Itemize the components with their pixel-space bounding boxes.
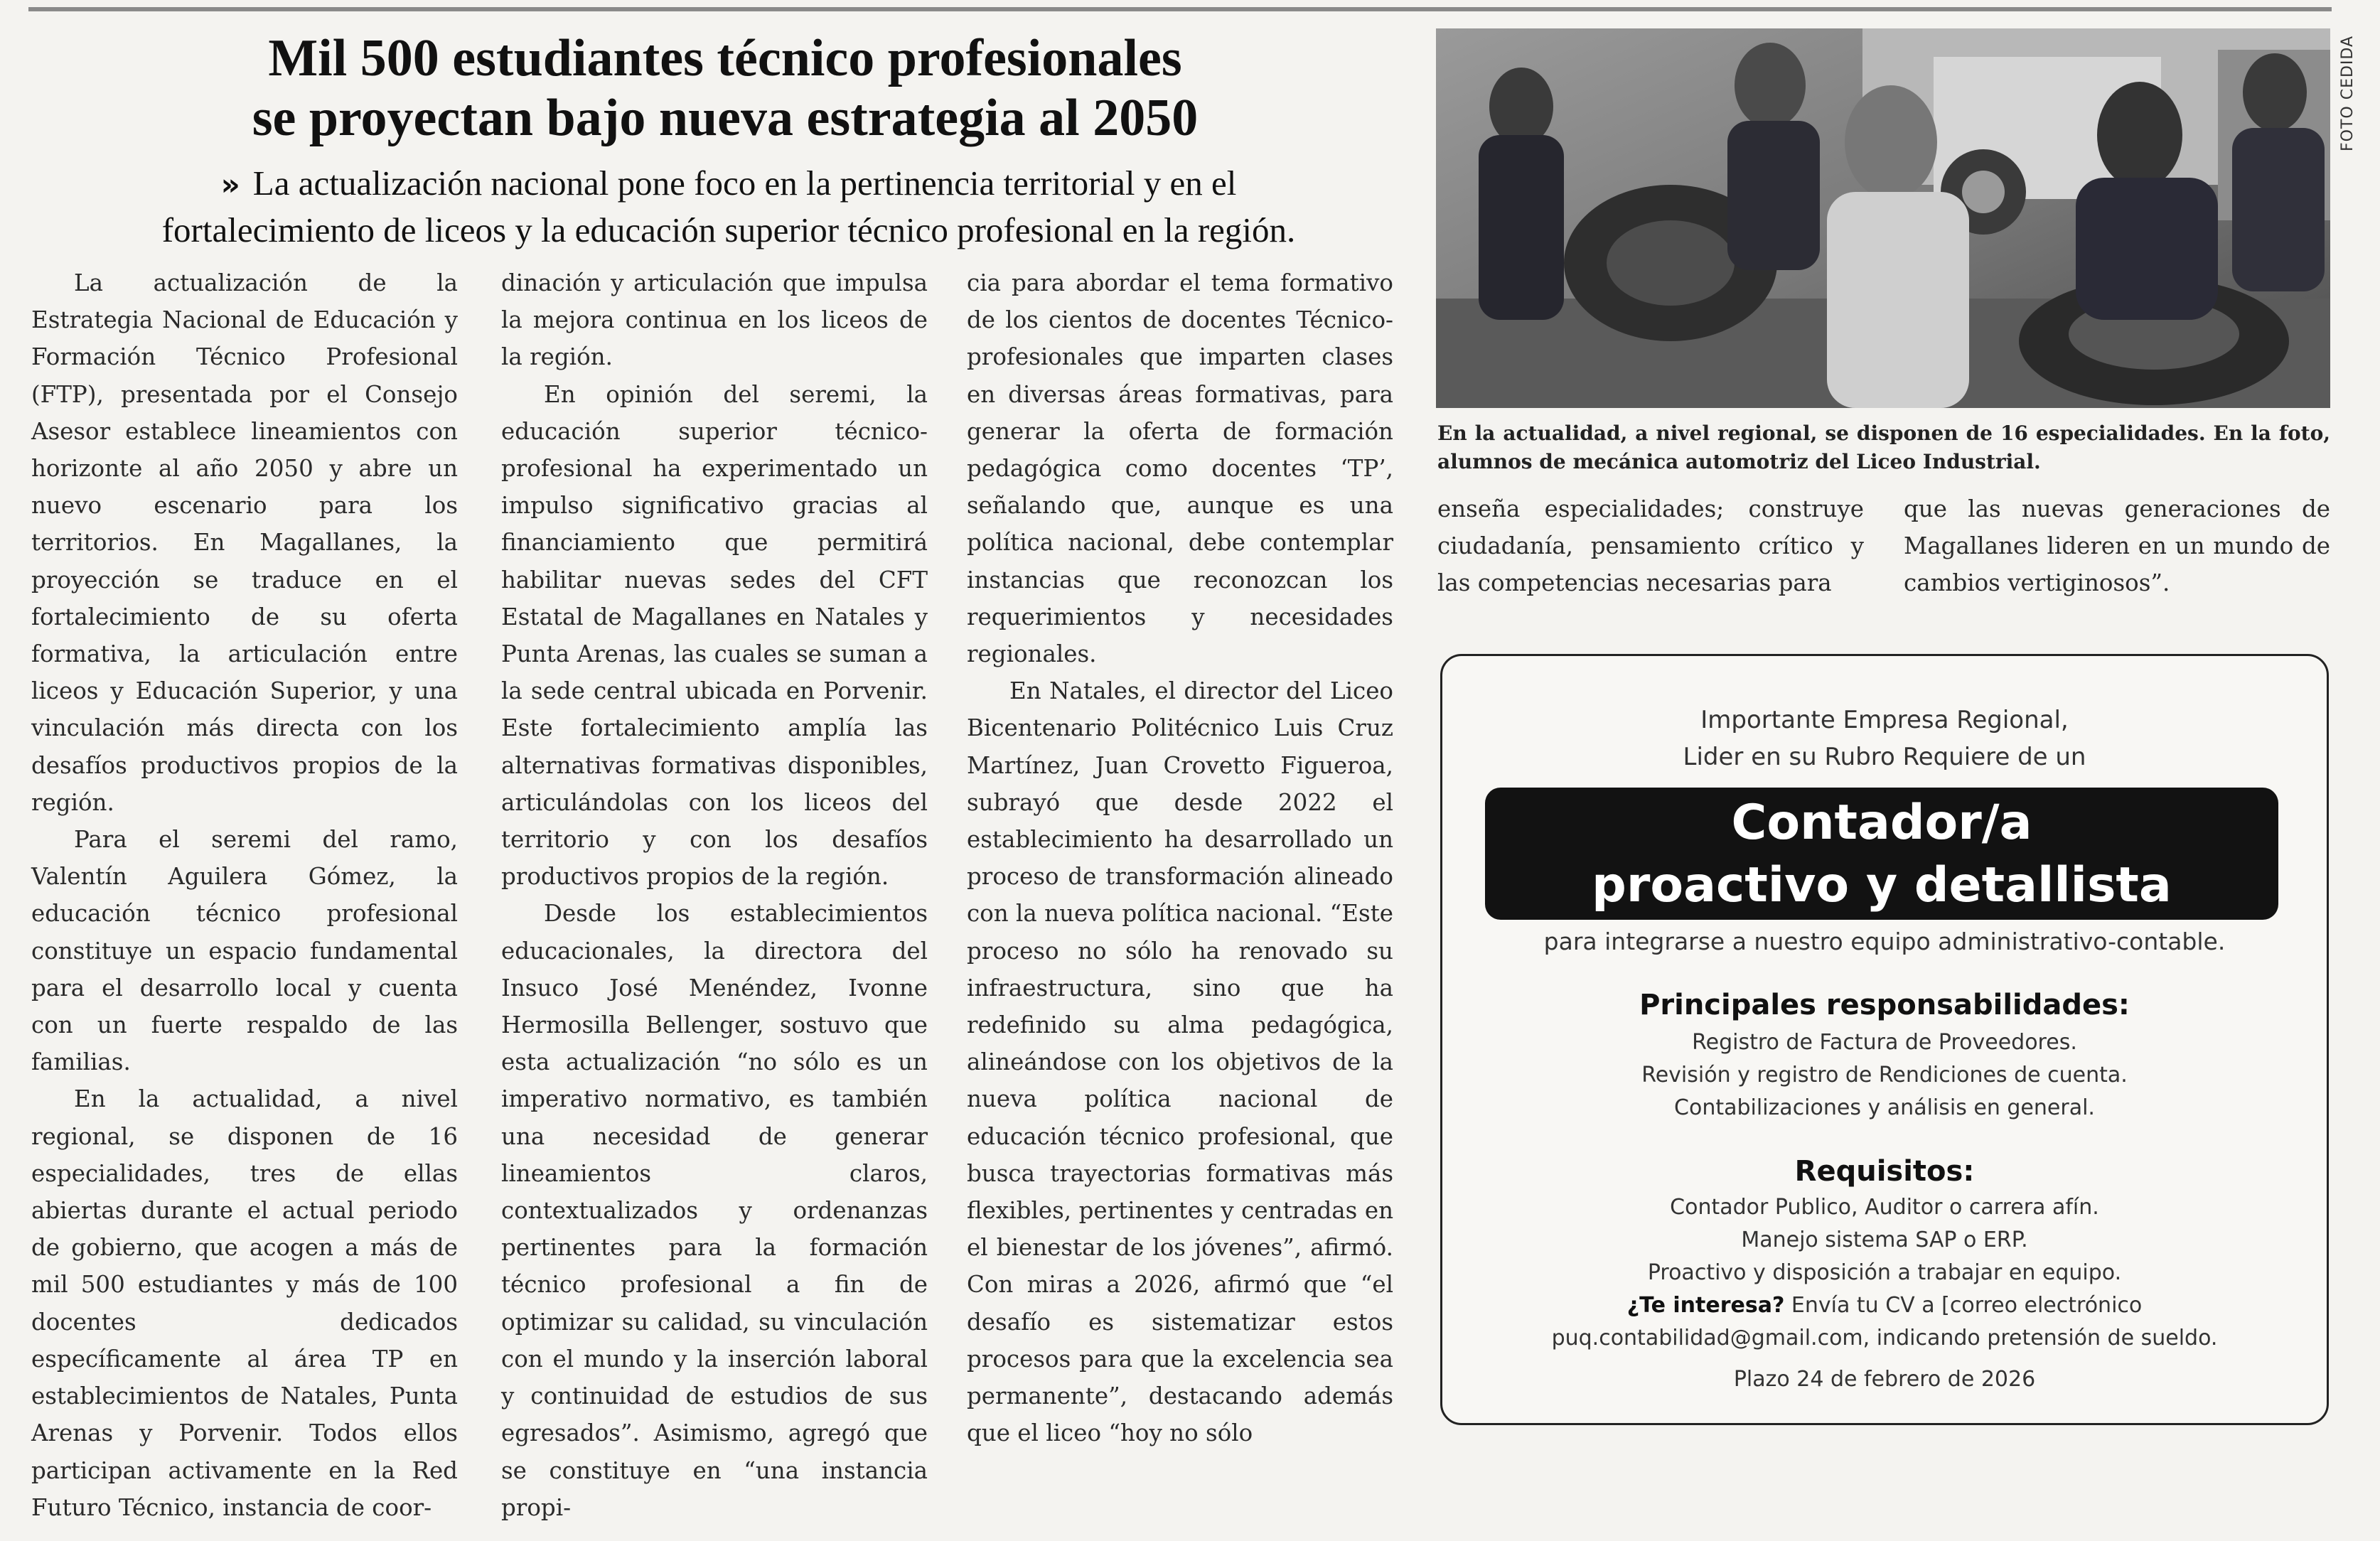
ad-responsibility-item: Registro de Factura de Proveedores. bbox=[1692, 1030, 2077, 1055]
ad-responsibilities-title: Principales responsabilidades: bbox=[1639, 989, 2130, 1021]
ad-requirement-item: Manejo sistema SAP o ERP. bbox=[1741, 1228, 2028, 1252]
ad-job-title-banner bbox=[1485, 788, 2278, 920]
headline-line-2: se proyectan bajo nueva estrategia al 2050 bbox=[252, 89, 1199, 147]
ad-responsibility-item: Revisión y registro de Rendiciones de cuenta. bbox=[1641, 1063, 2128, 1088]
article-headline bbox=[28, 28, 1422, 148]
ad-intro-line-2: Lider en su Rubro Requiere de un bbox=[1683, 743, 2086, 771]
double-chevron-icon: » bbox=[220, 167, 240, 202]
ad-requirement-item: Contador Publico, Auditor o carrera afín. bbox=[1670, 1195, 2099, 1220]
paragraph: enseña especialidades; construye ciudadanía, pensamiento crítico y las competencias necesarias para bbox=[1437, 495, 1864, 597]
job-advertisement bbox=[1440, 654, 2329, 1425]
paragraph: dinación y articulación que impulsa la mejora continua en los liceos de la región. bbox=[501, 269, 928, 371]
ad-interest-question: ¿Te interesa? bbox=[1626, 1293, 1785, 1318]
ad-subtitle: para integrarse a nuestro equipo administrativo-contable. bbox=[1543, 928, 2226, 955]
paragraph: Para el seremi del ramo, Valentín Aguilera Gómez, la educación técnico profesional constituye un espacio fundamental para el desarrollo local y cuenta con un fuerte respaldo de las familias. bbox=[31, 826, 458, 1076]
article-column-5 bbox=[1904, 490, 2330, 602]
top-rule bbox=[28, 7, 2332, 11]
ad-intro-line-1: Importante Empresa Regional, bbox=[1700, 706, 2069, 734]
deck-line-2: fortalecimiento de liceos y la educación superior técnico profesional en la región. bbox=[161, 210, 1296, 249]
article-photo bbox=[1436, 28, 2330, 408]
ad-job-title-line-2: proactivo y detallista bbox=[1592, 857, 2172, 913]
ad-interest-text: Envía tu CV a [correo electrónico bbox=[1791, 1293, 2143, 1318]
paragraph: Desde los establecimientos educacionales, la directora del Insuco José Menéndez, Ivonne Hermosilla Bellenger, sostuvo que esta actualización “no sólo es un imperativo normativo, es también una necesidad de generar lineamientos claros, contextualizados y ordenanzas pertinentes para la formación técnico profesional a fin de optimizar su calidad, su vinculación con el mundo y la inserción laboral y continuidad de estudios de sus egresados”. Asimismo, agregó que se constituye en “una instancia propi- bbox=[501, 900, 928, 1521]
deck-line-1: La actualización nacional pone foco en la pertinencia territorial y en el bbox=[252, 163, 1237, 203]
ad-job-title-line-1: Contador/a bbox=[1731, 795, 2032, 851]
article-column-4 bbox=[1437, 490, 1864, 602]
paragraph: que las nuevas generaciones de Magallanes lideren en un mundo de cambios vertiginosos”. bbox=[1904, 495, 2330, 597]
ad-requirement-item: Proactivo y disposición a trabajar en equipo. bbox=[1647, 1260, 2122, 1285]
ad-deadline: Plazo 24 de febrero de 2026 bbox=[1733, 1367, 2036, 1392]
ad-email-line[interactable]: puq.contabilidad@gmail.com, indicando pretensión de sueldo. bbox=[1551, 1326, 2218, 1351]
paragraph: cia para abordar el tema formativo de los cientos de docentes Técnico-profesionales que imparten clases en diversas áreas formativas, para generar la oferta de formación pedagógica como docentes ‘TP’, señalando que, aunque es una política nacional, debe contemplar instancias que reconozcan los requerimientos y necesidades regionales. bbox=[967, 269, 1393, 668]
workshop-photo-illustration bbox=[1436, 28, 2330, 408]
paragraph: La actualización de la Estrategia Nacional de Educación y Formación Técnico Profesional (FTP), presentada por el Consejo Asesor establece lineamientos con horizonte al año 2050 y abre un nuevo escenario para los territorios. En Magallanes, la proyección se traduce en el fortalecimiento de su oferta formativa, la articulación entre liceos y Educación Superior, y una vinculación más directa con los desafíos productivos propios de la región. bbox=[31, 269, 458, 816]
paragraph: En la actualidad, a nivel regional, se disponen de 16 especialidades, tres de ellas abiertas durante el actual periodo de gobierno, que acogen a más de mil 500 estudiantes y más de 100 docentes dedicados específicamente al área TP en establecimientos de Natales, Punta Arenas y Porvenir. Todos ellos participan activamente en la Red Futuro Técnico, instancia de coor- bbox=[31, 1085, 458, 1521]
paragraph: En opinión del seremi, la educación superior técnico-profesional ha experimentado un impulso significativo gracias al financiamiento que permitirá habilitar nuevas sedes del CFT Estatal de Magallanes en Natales y Punta Arenas, las cuales se suman a la sede central ubicada en Porvenir. Este fortalecimiento amplía las alternativas formativas disponibles, articulándolas con los liceos del territorio y con los desafíos productivos propios de la región. bbox=[501, 380, 928, 891]
article-column-1 bbox=[31, 264, 458, 1526]
article-deck bbox=[39, 161, 1418, 253]
photo-credit: FOTO CEDIDA bbox=[2339, 36, 2357, 152]
ad-interest-line bbox=[1442, 1293, 2327, 1318]
ad-responsibility-item: Contabilizaciones y análisis en general. bbox=[1674, 1095, 2095, 1120]
article-column-3 bbox=[967, 264, 1393, 1452]
article-column-2 bbox=[501, 264, 928, 1526]
photo-caption: En la actualidad, a nivel regional, se disponen de 16 especialidades. En la foto, alumnos de mecánica automotriz del Liceo Industrial. bbox=[1437, 422, 2330, 473]
paragraph: En Natales, el director del Liceo Bicentenario Politécnico Luis Cruz Martínez, Juan Crovetto Figueroa, subrayó que desde 2022 el establecimiento ha desarrollado un proceso de transformación alineado con la nueva política nacional. “Este proceso no sólo ha renovado su infraestructura, sino que ha redefinido su alma pedagógica, alineándose con los objetivos de la nueva política nacional de educación técnico profesional, que busca trayectorias formativas más flexibles, pertinentes y centradas en el bienestar de los jóvenes”, afirmó. Con miras a 2026, afirmó que “el desafío es sistematizar estos procesos para que la excelencia sea permanente”, destacando además que el liceo “hoy no sólo bbox=[967, 677, 1393, 1447]
headline-line-1: Mil 500 estudiantes técnico profesionales bbox=[268, 29, 1182, 87]
ad-requirements-title: Requisitos: bbox=[1794, 1155, 1975, 1188]
